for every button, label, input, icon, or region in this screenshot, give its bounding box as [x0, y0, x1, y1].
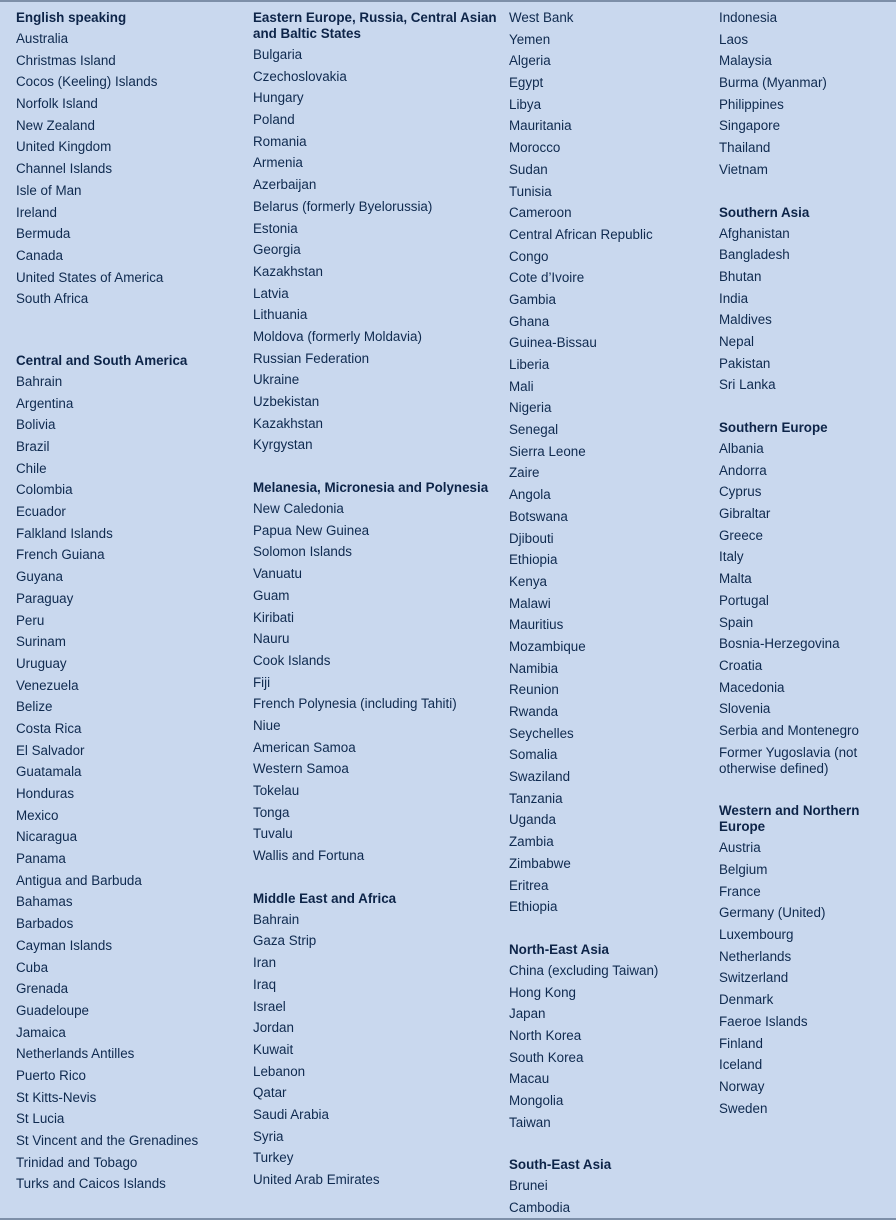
country-item: Gibraltar — [719, 506, 771, 522]
country-item: Kenya — [509, 573, 547, 589]
country-item: South Korea — [509, 1049, 584, 1065]
country-item: Greece — [719, 527, 763, 543]
country-item: Singapore — [719, 118, 781, 134]
country-item: Djibouti — [509, 530, 554, 546]
country-item: Mozambique — [509, 638, 586, 654]
country-item: Gambia — [509, 291, 556, 307]
region-heading: Melanesia, Micronesia and Polynesia — [253, 480, 489, 496]
country-item: Mauritania — [509, 118, 572, 134]
country-item: Uganda — [509, 812, 556, 828]
country-item: Turks and Caicos Islands — [16, 1176, 166, 1192]
country-item: Sri Lanka — [719, 377, 776, 393]
country-item: Maldives — [719, 312, 772, 328]
region-section — [719, 8, 891, 182]
country-item: New Caledonia — [253, 501, 344, 517]
country-item: Senegal — [509, 422, 559, 438]
country-item: Brunei — [509, 1178, 548, 1194]
section-spacer — [719, 397, 891, 418]
region-section — [509, 1155, 709, 1219]
country-item: Cayman Islands — [16, 937, 113, 953]
country-item: Cyprus — [719, 484, 762, 500]
country-item: Macau — [509, 1071, 550, 1087]
country-item: South Africa — [16, 291, 89, 307]
country-item: Laos — [719, 31, 749, 47]
country-item: Faeroe Islands — [719, 1013, 808, 1029]
country-item: Portugal — [719, 592, 769, 608]
country-item: Canada — [16, 247, 63, 263]
country-item: Luxembourg — [719, 927, 794, 943]
country-item: Mongolia — [509, 1093, 564, 1108]
country-item: Argentina — [16, 395, 74, 411]
country-item: Estonia — [253, 220, 298, 236]
country-item: Uruguay — [16, 655, 67, 671]
country-item: Eritrea — [509, 877, 549, 893]
section-spacer — [253, 457, 498, 478]
country-item: Iraq — [253, 976, 277, 992]
country-item: Italy — [719, 549, 744, 565]
region-section — [16, 8, 241, 311]
section-spacer — [719, 182, 891, 203]
country-item: Cocos (Keeling) Islands — [16, 74, 158, 90]
country-item: St Lucia — [16, 1111, 65, 1127]
country-item: India — [719, 290, 749, 306]
country-item: Ecuador — [16, 504, 66, 520]
country-item: Western Samoa — [253, 761, 349, 777]
country-item: Swaziland — [509, 769, 571, 785]
country-item: Angola — [509, 487, 551, 503]
country-item: Russian Federation — [253, 350, 370, 366]
country-item: Finland — [719, 1035, 763, 1051]
column-1 — [16, 8, 241, 1196]
country-item: Afghanistan — [719, 225, 790, 241]
country-item: Tonga — [253, 804, 290, 820]
country-item: Peru — [16, 612, 45, 628]
country-item: Belarus (formerly Byelorussia) — [253, 198, 433, 214]
country-item: Australia — [16, 31, 69, 46]
country-item: Niue — [253, 717, 281, 733]
country-item: Denmark — [719, 992, 774, 1008]
country-item: Congo — [509, 248, 549, 264]
country-item: Colombia — [16, 482, 73, 498]
country-item: Trinidad and Tobago — [16, 1154, 138, 1170]
country-item: Burma (Myanmar) — [719, 75, 827, 91]
country-item: Mauritius — [509, 617, 564, 633]
country-item: Nauru — [253, 631, 290, 647]
country-item: Azerbaijan — [253, 177, 317, 193]
country-item: Cambodia — [509, 1200, 571, 1216]
column-2 — [253, 8, 498, 1192]
country-item: Norfolk Island — [16, 96, 98, 112]
region-heading: Middle East and Africa — [253, 890, 397, 906]
region-section — [253, 478, 498, 868]
country-item: Qatar — [253, 1085, 287, 1101]
country-item: China (excluding Taiwan) — [509, 962, 659, 978]
country-item: Liberia — [509, 357, 550, 372]
region-section — [509, 940, 709, 1135]
country-item: Vietnam — [719, 161, 768, 177]
region-section — [719, 203, 891, 398]
country-item: Bahrain — [253, 911, 300, 927]
country-item: Rwanda — [509, 704, 559, 719]
country-item: Bhutan — [719, 268, 762, 284]
country-item: Bolivia — [16, 417, 56, 433]
country-item: Puerto Rico — [16, 1067, 86, 1083]
country-item: Tunisia — [509, 183, 552, 199]
country-item: Nepal — [719, 333, 754, 349]
country-item: United Arab Emirates — [253, 1172, 380, 1187]
country-item: American Samoa — [253, 739, 356, 755]
country-item: Belize — [16, 699, 53, 715]
country-item: Cook Islands — [253, 652, 331, 668]
country-item: Spain — [719, 614, 754, 630]
country-item: Romania — [253, 133, 307, 149]
country-item: Kyrgystan — [253, 437, 313, 453]
country-item: Tanzania — [509, 790, 563, 806]
country-item: Czechoslovakia — [253, 68, 347, 84]
region-section — [719, 418, 891, 780]
country-item: Jordan — [253, 1020, 294, 1036]
region-heading: South-East Asia — [509, 1157, 612, 1173]
country-item: Solomon Islands — [253, 544, 352, 560]
region-section — [16, 351, 241, 1196]
country-item: Georgia — [253, 242, 301, 258]
country-item: Bangladesh — [719, 247, 790, 263]
country-item: Morocco — [509, 140, 561, 156]
country-item: Thailand — [719, 140, 771, 156]
country-item: Algeria — [509, 53, 551, 69]
country-item: Costa Rica — [16, 720, 82, 736]
country-item: El Salvador — [16, 742, 85, 758]
country-item: Poland — [253, 112, 295, 128]
country-item: Philippines — [719, 96, 784, 112]
region-heading: English speaking — [16, 10, 127, 25]
country-item: Cameroon — [509, 205, 572, 221]
country-item: Libya — [509, 96, 542, 112]
country-item: New Zealand — [16, 117, 95, 133]
country-item: Bermuda — [16, 226, 71, 242]
country-item: Yemen — [509, 31, 551, 47]
country-item: St Vincent and the Grenadines — [16, 1133, 199, 1148]
country-item: Kuwait — [253, 1041, 294, 1057]
country-item: Sierra Leone — [509, 443, 586, 459]
country-item: Belgium — [719, 862, 768, 877]
section-spacer — [509, 1134, 709, 1155]
country-item: Tokelau — [253, 783, 300, 798]
country-item: Ethiopia — [509, 552, 558, 568]
country-item: Sudan — [509, 161, 548, 177]
country-item: St Kitts-Nevis — [16, 1089, 97, 1105]
country-item: Bulgaria — [253, 47, 303, 62]
country-item: Hong Kong — [509, 984, 577, 1000]
region-section — [719, 801, 891, 1120]
region-heading: Eastern Europe, Russia, Central Asian and Baltic States — [253, 10, 497, 41]
country-item: Wallis and Fortuna — [253, 848, 365, 864]
country-item: Malawi — [509, 595, 551, 611]
country-item: Austria — [719, 840, 761, 856]
country-item: Barbados — [16, 916, 74, 932]
country-item: Falkland Islands — [16, 525, 113, 541]
country-item: Namibia — [509, 660, 559, 676]
country-item: Albania — [719, 441, 764, 456]
country-item: Cote d’Ivoire — [509, 270, 585, 286]
country-item: Andorra — [719, 462, 767, 478]
region-section — [253, 889, 498, 1192]
country-item: Lithuania — [253, 307, 308, 323]
section-spacer — [719, 780, 891, 801]
country-item: Mexico — [16, 807, 59, 823]
country-item: Former Yugoslavia (not otherwise defined) — [719, 744, 858, 776]
country-item: Tuvalu — [253, 826, 293, 842]
country-item: Mali — [509, 378, 534, 394]
section-spacer — [509, 919, 709, 940]
country-item: Seychelles — [509, 725, 574, 741]
country-item: Sweden — [719, 1100, 768, 1116]
country-item: Botswana — [509, 508, 568, 524]
country-item: Jamaica — [16, 1024, 66, 1040]
section-spacer — [253, 868, 498, 889]
column-3 — [509, 8, 709, 1220]
country-item: Iceland — [719, 1057, 763, 1073]
country-item: France — [719, 883, 761, 899]
country-item: Macedonia — [719, 679, 785, 695]
country-item: Zaire — [509, 465, 540, 481]
country-item: Reunion — [509, 682, 559, 698]
country-item: Kazakhstan — [253, 263, 323, 279]
country-item: Nicaragua — [16, 829, 78, 845]
country-item: Grenada — [16, 981, 69, 997]
country-item: Moldova (formerly Moldavia) — [253, 328, 422, 344]
country-item: Guadeloupe — [16, 1002, 89, 1018]
country-item: Taiwan — [509, 1114, 551, 1130]
country-item: Japan — [509, 1006, 546, 1022]
country-item: Kazakhstan — [253, 415, 323, 431]
country-item: Iran — [253, 955, 277, 971]
country-item: Germany (United) — [719, 905, 826, 921]
section-spacer — [16, 311, 241, 351]
country-item: Netherlands Antilles — [16, 1046, 135, 1062]
country-item: Croatia — [719, 657, 763, 673]
country-item: Saudi Arabia — [253, 1106, 329, 1122]
country-item: Malta — [719, 571, 752, 587]
country-item: Gaza Strip — [253, 933, 317, 949]
country-item: Somalia — [509, 747, 558, 763]
country-item: Bosnia-Herzegovina — [719, 636, 840, 652]
column-4 — [719, 8, 891, 1120]
country-item: Switzerland — [719, 970, 789, 986]
country-item: Cuba — [16, 959, 49, 975]
country-item: Egypt — [509, 75, 544, 91]
region-heading: North-East Asia — [509, 941, 609, 957]
country-item: Nigeria — [509, 400, 552, 416]
country-item: Isle of Man — [16, 182, 82, 198]
country-item: Guatamala — [16, 764, 82, 780]
region-section — [253, 8, 498, 457]
country-item: Kiribati — [253, 609, 294, 625]
country-item: Panama — [16, 851, 66, 867]
country-item: Lebanon — [253, 1063, 306, 1079]
country-item: Norway — [719, 1078, 765, 1094]
country-item: Guinea-Bissau — [509, 335, 597, 351]
country-item: Vanuatu — [253, 566, 302, 582]
region-heading: Western and Northern Europe — [719, 803, 860, 835]
country-item: North Korea — [509, 1027, 582, 1043]
country-item: Ghana — [509, 313, 550, 329]
country-item: Indonesia — [719, 10, 778, 25]
country-item: Bahrain — [16, 373, 63, 389]
country-item: Central African Republic — [509, 226, 653, 242]
region-heading: Southern Asia — [719, 204, 810, 220]
country-item: Venezuela — [16, 677, 79, 693]
country-item: United States of America — [16, 269, 164, 285]
country-item: Paraguay — [16, 590, 74, 606]
country-item: Surinam — [16, 634, 66, 650]
country-item: Honduras — [16, 786, 75, 801]
country-item: Slovenia — [719, 701, 771, 717]
country-item: Turkey — [253, 1150, 294, 1166]
country-item: Brazil — [16, 439, 50, 454]
country-item: Uzbekistan — [253, 394, 320, 409]
country-item: Guyana — [16, 569, 63, 585]
country-item: French Guiana — [16, 547, 105, 563]
country-item: Antigua and Barbuda — [16, 872, 142, 888]
region-heading: Central and South America — [16, 352, 188, 368]
country-item: Malaysia — [719, 53, 772, 69]
country-item: West Bank — [509, 10, 574, 25]
country-item: Chile — [16, 460, 47, 476]
country-item: Zimbabwe — [509, 855, 571, 871]
country-item: Ireland — [16, 204, 57, 220]
country-item: Fiji — [253, 674, 271, 690]
country-item: Bahamas — [16, 894, 73, 910]
country-item: Serbia and Montenegro — [719, 722, 859, 738]
country-item: Ethiopia — [509, 899, 558, 915]
country-item: Israel — [253, 998, 286, 1014]
region-section — [509, 8, 709, 919]
region-heading: Southern Europe — [719, 420, 828, 435]
country-item: Armenia — [253, 155, 303, 171]
country-item: Guam — [253, 587, 290, 603]
country-item: French Polynesia (including Tahiti) — [253, 696, 457, 712]
country-item: Channel Islands — [16, 161, 113, 177]
country-item: Christmas Island — [16, 52, 116, 68]
country-item: United Kingdom — [16, 139, 112, 155]
country-item: Hungary — [253, 90, 304, 106]
country-item: Latvia — [253, 285, 289, 301]
country-item: Zambia — [509, 834, 554, 850]
country-item: Netherlands — [719, 948, 792, 964]
country-item: Syria — [253, 1128, 284, 1144]
country-item: Pakistan — [719, 355, 771, 371]
country-item: Papua New Guinea — [253, 522, 370, 538]
country-item: Ukraine — [253, 372, 300, 388]
